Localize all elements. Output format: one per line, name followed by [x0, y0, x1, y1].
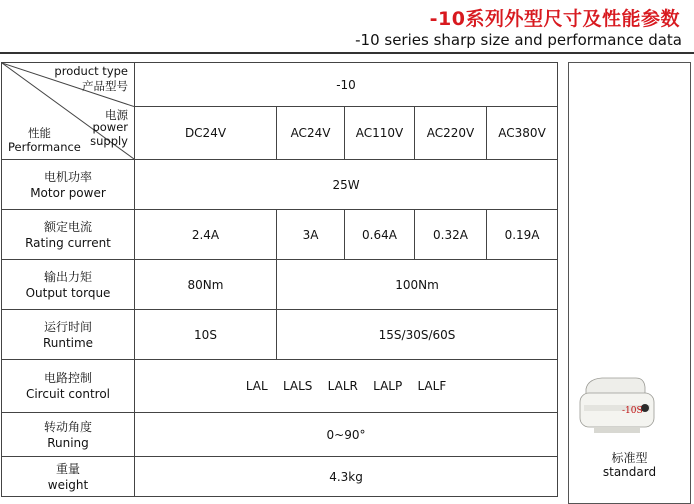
circuit-control-value: LAL LALS LALR LALP LALF — [135, 360, 558, 413]
weight-value: 4.3kg — [135, 457, 558, 497]
runing-label-cn: 转动角度 — [43, 419, 92, 434]
runtime-label-cn: 运行时间 — [43, 319, 92, 334]
power-supply-label-cn: 电源 — [105, 108, 128, 122]
runtime-header — [2, 310, 135, 360]
runtime-label-en: Runtime — [42, 335, 94, 350]
actuator-product-image — [578, 375, 658, 435]
table-row — [2, 310, 558, 360]
power-supply-label-en-2: supply — [90, 134, 128, 148]
rating-current-ac110v: 0.64A — [345, 210, 415, 260]
product-type-label-en: product type — [54, 64, 128, 78]
rating-current-ac380v: 0.19A — [487, 210, 558, 260]
product-image-panel — [568, 62, 691, 504]
voltage-ac24v: AC24V — [277, 107, 345, 160]
performance-label-cn: 性能 — [28, 126, 51, 140]
runtime-dc: 10S — [135, 310, 277, 360]
motor-power-header — [2, 160, 135, 210]
circuit-control-label-en: Circuit control — [25, 387, 111, 401]
rating-current-ac220v: 0.32A — [415, 210, 487, 260]
circuit-control-header — [2, 360, 135, 413]
rating-current-label-en: Rating current — [25, 235, 111, 250]
product-type-value: -10 — [135, 63, 558, 107]
motor-power-label-cn: 电机功率 — [43, 169, 92, 184]
voltage-ac380v: AC380V — [487, 107, 558, 160]
runing-header — [2, 413, 135, 457]
table-row — [2, 210, 558, 260]
product-type-label-cn: 产品型号 — [82, 79, 128, 93]
header-diagonal-cell — [2, 63, 135, 160]
table-row — [2, 160, 558, 210]
voltage-ac110v: AC110V — [345, 107, 415, 160]
weight-header — [2, 457, 135, 497]
page-title-en: -10 series sharp size and performance data — [355, 31, 682, 49]
output-torque-ac: 100Nm — [277, 260, 558, 310]
power-supply-label-en-1: power — [92, 120, 128, 134]
output-torque-dc: 80Nm — [135, 260, 277, 310]
page-title-cn: -10系列外型尺寸及性能参数 — [429, 8, 680, 30]
weight-label-en: weight — [47, 477, 89, 492]
voltage-dc24v: DC24V — [135, 107, 277, 160]
product-caption-cn: 标准型 — [611, 451, 648, 465]
output-torque-label-cn: 输出力矩 — [43, 269, 92, 284]
rating-current-header — [2, 210, 135, 260]
rating-current-label-cn: 额定电流 — [43, 219, 92, 234]
table-row — [2, 63, 558, 107]
runing-value: 0~90° — [135, 413, 558, 457]
title-rule — [0, 52, 694, 54]
product-model-label: -10S — [622, 406, 643, 416]
table-row — [2, 413, 558, 457]
circuit-control-label-cn: 电路控制 — [43, 371, 92, 385]
voltage-ac220v: AC220V — [415, 107, 487, 160]
motor-power-label-en: Motor power — [30, 185, 106, 200]
rating-current-dc24v: 2.4A — [135, 210, 277, 260]
output-torque-header — [2, 260, 135, 310]
product-caption-en: standard — [602, 465, 657, 479]
motor-power-value: 25W — [135, 160, 558, 210]
table-row — [2, 260, 558, 310]
runtime-ac: 15S/30S/60S — [277, 310, 558, 360]
performance-label-en: Performance — [8, 140, 81, 154]
weight-label-cn: 重量 — [55, 461, 80, 476]
table-row — [2, 457, 558, 497]
runing-label-en: Runing — [47, 435, 89, 450]
spec-table — [1, 62, 558, 497]
rating-current-ac24v: 3A — [277, 210, 345, 260]
table-row — [2, 360, 558, 413]
output-torque-label-en: Output torque — [25, 285, 111, 300]
